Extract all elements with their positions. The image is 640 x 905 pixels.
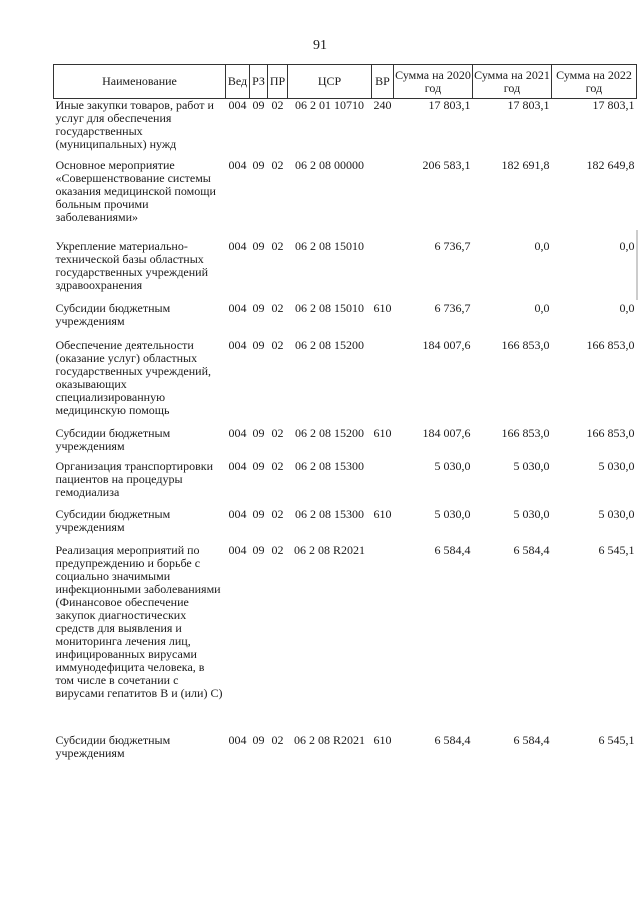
table-row [54,99,637,159]
row-vr [372,460,394,508]
row-sum-2022: 166 853,0 [586,425,635,440]
row-pr: 02 [271,337,284,352]
row-sum-2022: 166 853,0 [586,337,635,352]
row-csr: 06 2 08 15200 [295,337,364,352]
row-sum-2022: 5 030,0 [598,458,635,473]
row-pr: 02 [271,732,284,747]
row-rz: 09 [252,300,265,315]
column-header: ЦСР [288,65,372,99]
column-header: Наименование [54,65,226,99]
row-sum-2020: 5 030,0 [434,458,471,473]
row-vr: 610 [373,300,392,315]
row-ved: 004 [228,458,247,473]
row-csr: 06 2 08 15300 [295,506,364,521]
row-sum-2021: 6 584,4 [513,732,550,747]
row-name: Обеспечение деятельности (оказание услуг) областных государственных учреждений, оказывающих специализированную медицинскую помощь [55,337,212,417]
table-row [54,460,637,508]
row-rz: 09 [252,238,265,253]
row-sum-2021: 0,0 [534,300,550,315]
row-vr [372,544,394,734]
row-sum-2021: 182 691,8 [501,157,550,172]
row-name: Иные закупки товаров, работ и услуг для обеспечения государственных (муниципальных) нужд [55,98,214,151]
column-header: РЗ [250,65,268,99]
row-ved: 004 [228,732,247,747]
row-name: Субсидии бюджетным учреждениям [55,506,171,534]
table-row [54,240,637,302]
row-sum-2022: 6 545,1 [598,542,635,557]
budget-table [53,64,637,764]
row-ved: 004 [228,300,247,315]
table-row [54,159,637,240]
row-csr: 06 2 08 R2021 [293,542,365,557]
row-csr: 06 2 08 R2021 [293,732,365,747]
scan-edge-mark [636,230,638,300]
row-pr: 02 [271,458,284,473]
table-row [54,339,637,427]
column-header: ПР [268,65,288,99]
row-csr: 06 2 08 15010 [295,238,364,253]
row-rz: 09 [252,732,265,747]
row-pr: 02 [271,98,284,112]
table-row [54,427,637,460]
table-header-row [54,65,637,99]
row-vr: 240 [373,98,392,112]
row-vr: 610 [373,506,392,521]
row-ved: 004 [228,425,247,440]
row-name: Реализация мероприятий по предупреждению и борьбе с социально значимыми инфекционными заболеваниями (Финансовое обеспечение закупок диагностических средств для выявления и мониторинга лечения лиц, инфицированных вирусами иммунодефицита человека, в том числе в сочетании с вирусами гепатитов B и (или) C) [55,542,223,700]
row-sum-2022: 0,0 [619,238,635,253]
row-sum-2020: 6 584,4 [434,732,471,747]
row-sum-2022: 0,0 [619,300,635,315]
row-csr: 06 2 01 10710 [295,98,364,112]
row-sum-2020: 206 583,1 [422,157,471,172]
row-rz: 09 [252,458,265,473]
row-sum-2022: 182 649,8 [586,157,635,172]
row-rz: 09 [252,337,265,352]
row-name: Укрепление материально-технической базы областных государственных учреждений здравоохранения [55,238,209,292]
row-rz: 09 [252,425,265,440]
row-sum-2021: 166 853,0 [501,337,550,352]
row-name: Основное мероприятие «Совершенствование системы оказания медицинской помощи больным прочими заболеваниями» [55,157,216,224]
row-sum-2020: 6 736,7 [434,300,471,315]
column-header: Сумма на 2021 год [473,65,552,99]
row-ved: 004 [228,98,247,112]
row-vr: 610 [373,732,392,747]
row-pr: 02 [271,157,284,172]
row-csr: 06 2 08 00000 [295,157,364,172]
table-row [54,544,637,734]
row-name: Субсидии бюджетным учреждениям [55,732,171,760]
row-pr: 02 [271,425,284,440]
column-header: Сумма на 2022 год [552,65,637,99]
row-sum-2021: 5 030,0 [513,458,550,473]
row-sum-2022: 6 545,1 [598,732,635,747]
row-rz: 09 [252,98,265,112]
row-sum-2020: 184 007,6 [422,337,471,352]
row-rz: 09 [252,542,265,557]
column-header: Сумма на 2020 год [394,65,473,99]
table-row [54,734,637,764]
row-sum-2021: 5 030,0 [513,506,550,521]
row-ved: 004 [228,157,247,172]
row-pr: 02 [271,542,284,557]
column-header: Вед [226,65,250,99]
row-sum-2020: 5 030,0 [434,506,471,521]
row-name: Организация транспортировки пациентов на процедуры гемодиализа [55,458,213,499]
row-sum-2022: 5 030,0 [598,506,635,521]
table-row [54,508,637,544]
row-sum-2020: 6 584,4 [434,542,471,557]
row-csr: 06 2 08 15200 [295,425,364,440]
row-sum-2022: 17 803,1 [592,98,635,112]
row-pr: 02 [271,238,284,253]
column-header: ВР [372,65,394,99]
row-csr: 06 2 08 15010 [295,300,364,315]
row-sum-2020: 6 736,7 [434,238,471,253]
row-csr: 06 2 08 15300 [295,458,364,473]
row-sum-2021: 166 853,0 [501,425,550,440]
row-pr: 02 [271,506,284,521]
row-rz: 09 [252,506,265,521]
row-ved: 004 [228,542,247,557]
row-vr [372,339,394,427]
row-ved: 004 [228,337,247,352]
row-name: Субсидии бюджетным учреждениям [55,300,171,328]
row-ved: 004 [228,238,247,253]
row-sum-2020: 17 803,1 [428,98,471,112]
row-sum-2020: 184 007,6 [422,425,471,440]
row-rz: 09 [252,157,265,172]
row-vr [372,159,394,240]
row-sum-2021: 0,0 [534,238,550,253]
row-pr: 02 [271,300,284,315]
row-sum-2021: 17 803,1 [507,98,550,112]
page-number: 91 [313,38,327,53]
row-name: Субсидии бюджетным учреждениям [55,425,171,453]
row-ved: 004 [228,506,247,521]
row-sum-2021: 6 584,4 [513,542,550,557]
row-vr [372,240,394,302]
table-row [54,302,637,339]
row-vr: 610 [373,425,392,440]
